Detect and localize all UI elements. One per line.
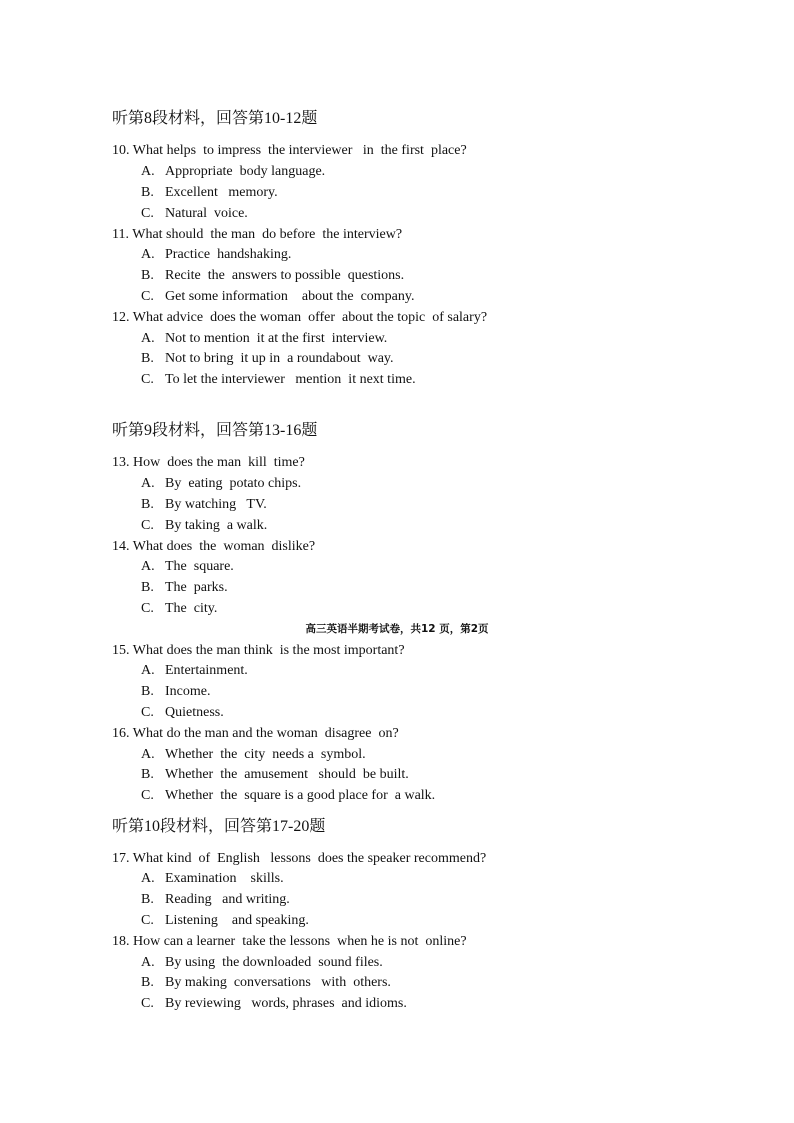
- option-16b: [141, 766, 409, 784]
- option-text: Income.: [165, 684, 211, 699]
- section-title-9: 听第9段材料，回答第13-16题: [112, 422, 318, 439]
- option-18a: [141, 954, 383, 972]
- option-12a: [141, 330, 387, 348]
- option-11a: [141, 246, 291, 264]
- option-17b: [141, 891, 290, 909]
- option-letter: A.: [141, 331, 155, 346]
- option-10b: [141, 184, 278, 202]
- option-13a: [141, 475, 301, 493]
- option-letter: A.: [141, 247, 155, 262]
- section-title-8: 听第8段材料，回答第10-12题: [112, 110, 318, 127]
- option-text: To let the interviewer mention it next time.: [165, 372, 416, 387]
- option-11b: [141, 267, 404, 285]
- option-14b: [141, 579, 228, 597]
- option-text: Reading and writing.: [165, 892, 290, 907]
- option-text: Whether the amusement should be built.: [165, 767, 409, 782]
- option-letter: C.: [141, 913, 154, 928]
- option-text: The city.: [165, 601, 218, 616]
- option-letter: B.: [141, 497, 154, 512]
- option-text: By taking a walk.: [165, 518, 268, 533]
- option-letter: C.: [141, 518, 154, 533]
- option-text: Whether the square is a good place for a walk.: [165, 788, 436, 803]
- question-13: 13. How does the man kill time?: [112, 455, 305, 470]
- option-letter: B.: [141, 268, 154, 283]
- option-13c: [141, 517, 267, 535]
- option-17a: [141, 870, 284, 888]
- option-letter: B.: [141, 975, 154, 990]
- option-14a: [141, 558, 234, 576]
- option-12c: [141, 371, 416, 389]
- option-10c: [141, 205, 248, 223]
- option-letter: C.: [141, 601, 154, 616]
- option-18b: [141, 974, 391, 992]
- question-14: 14. What does the woman dislike?: [112, 539, 316, 554]
- option-text: Not to mention it at the first interview.: [165, 331, 388, 346]
- option-letter: C.: [141, 289, 154, 304]
- option-12b: [141, 350, 394, 368]
- question-18: 18. How can a learner take the lessons when he is not online?: [112, 934, 467, 949]
- option-text: Listening and speaking.: [165, 913, 309, 928]
- question-11: 11. What should the man do before the interview?: [112, 227, 403, 242]
- option-text: Whether the city needs a symbol.: [165, 747, 366, 762]
- option-letter: B.: [141, 185, 154, 200]
- option-text: By eating potato chips.: [165, 476, 302, 491]
- option-text: Get some information about the company.: [165, 289, 415, 304]
- option-letter: A.: [141, 164, 155, 179]
- option-letter: B.: [141, 767, 154, 782]
- question-17: 17. What kind of English lessons does the speaker recommend?: [112, 851, 487, 866]
- option-letter: C.: [141, 372, 154, 387]
- option-letter: A.: [141, 747, 155, 762]
- option-letter: C.: [141, 206, 154, 221]
- option-letter: B.: [141, 580, 154, 595]
- option-13b: [141, 496, 267, 514]
- option-text: The parks.: [165, 580, 228, 595]
- option-text: By watching TV.: [165, 497, 267, 512]
- option-text: By using the downloaded sound files.: [165, 955, 383, 970]
- option-16c: [141, 787, 435, 805]
- option-text: Recite the answers to possible questions.: [165, 268, 405, 283]
- option-letter: A.: [141, 871, 155, 886]
- option-letter: A.: [141, 559, 155, 574]
- option-text: The square.: [165, 559, 234, 574]
- section-title-10: 听第10段材料，回答第17-20题: [112, 818, 326, 835]
- option-text: Not to bring it up in a roundabout way.: [165, 351, 394, 366]
- option-text: Appropriate body language.: [165, 164, 326, 179]
- option-10a: [141, 163, 325, 181]
- option-text: Practice handshaking.: [165, 247, 292, 262]
- question-12: 12. What advice does the woman offer about the topic of salary?: [112, 310, 488, 325]
- option-18c: [141, 995, 407, 1013]
- option-text: By reviewing words, phrases and idioms.: [165, 996, 407, 1011]
- option-15a: [141, 662, 248, 680]
- option-letter: B.: [141, 892, 154, 907]
- option-letter: B.: [141, 684, 154, 699]
- option-text: Natural voice.: [165, 206, 248, 221]
- option-text: Quietness.: [165, 705, 224, 720]
- option-11c: [141, 288, 414, 306]
- page-footer: 高三英语半期考试卷，共12 页，第2页: [305, 623, 489, 635]
- question-16: 16. What do the man and the woman disagree on?: [112, 726, 399, 741]
- option-letter: A.: [141, 476, 155, 491]
- question-15: 15. What does the man think is the most important?: [112, 643, 405, 658]
- option-14c: [141, 600, 217, 618]
- question-10: 10. What helps to impress the interviewer in the first place?: [112, 143, 467, 158]
- option-letter: B.: [141, 351, 154, 366]
- option-15b: [141, 683, 210, 701]
- option-letter: A.: [141, 663, 155, 678]
- option-text: Examination skills.: [165, 871, 284, 886]
- option-15c: [141, 704, 224, 722]
- option-text: Excellent memory.: [165, 185, 278, 200]
- option-letter: C.: [141, 996, 154, 1011]
- option-letter: A.: [141, 955, 155, 970]
- option-letter: C.: [141, 788, 154, 803]
- option-16a: [141, 746, 366, 764]
- option-text: Entertainment.: [165, 663, 248, 678]
- option-text: By making conversations with others.: [165, 975, 391, 990]
- option-letter: C.: [141, 705, 154, 720]
- option-17c: [141, 912, 309, 930]
